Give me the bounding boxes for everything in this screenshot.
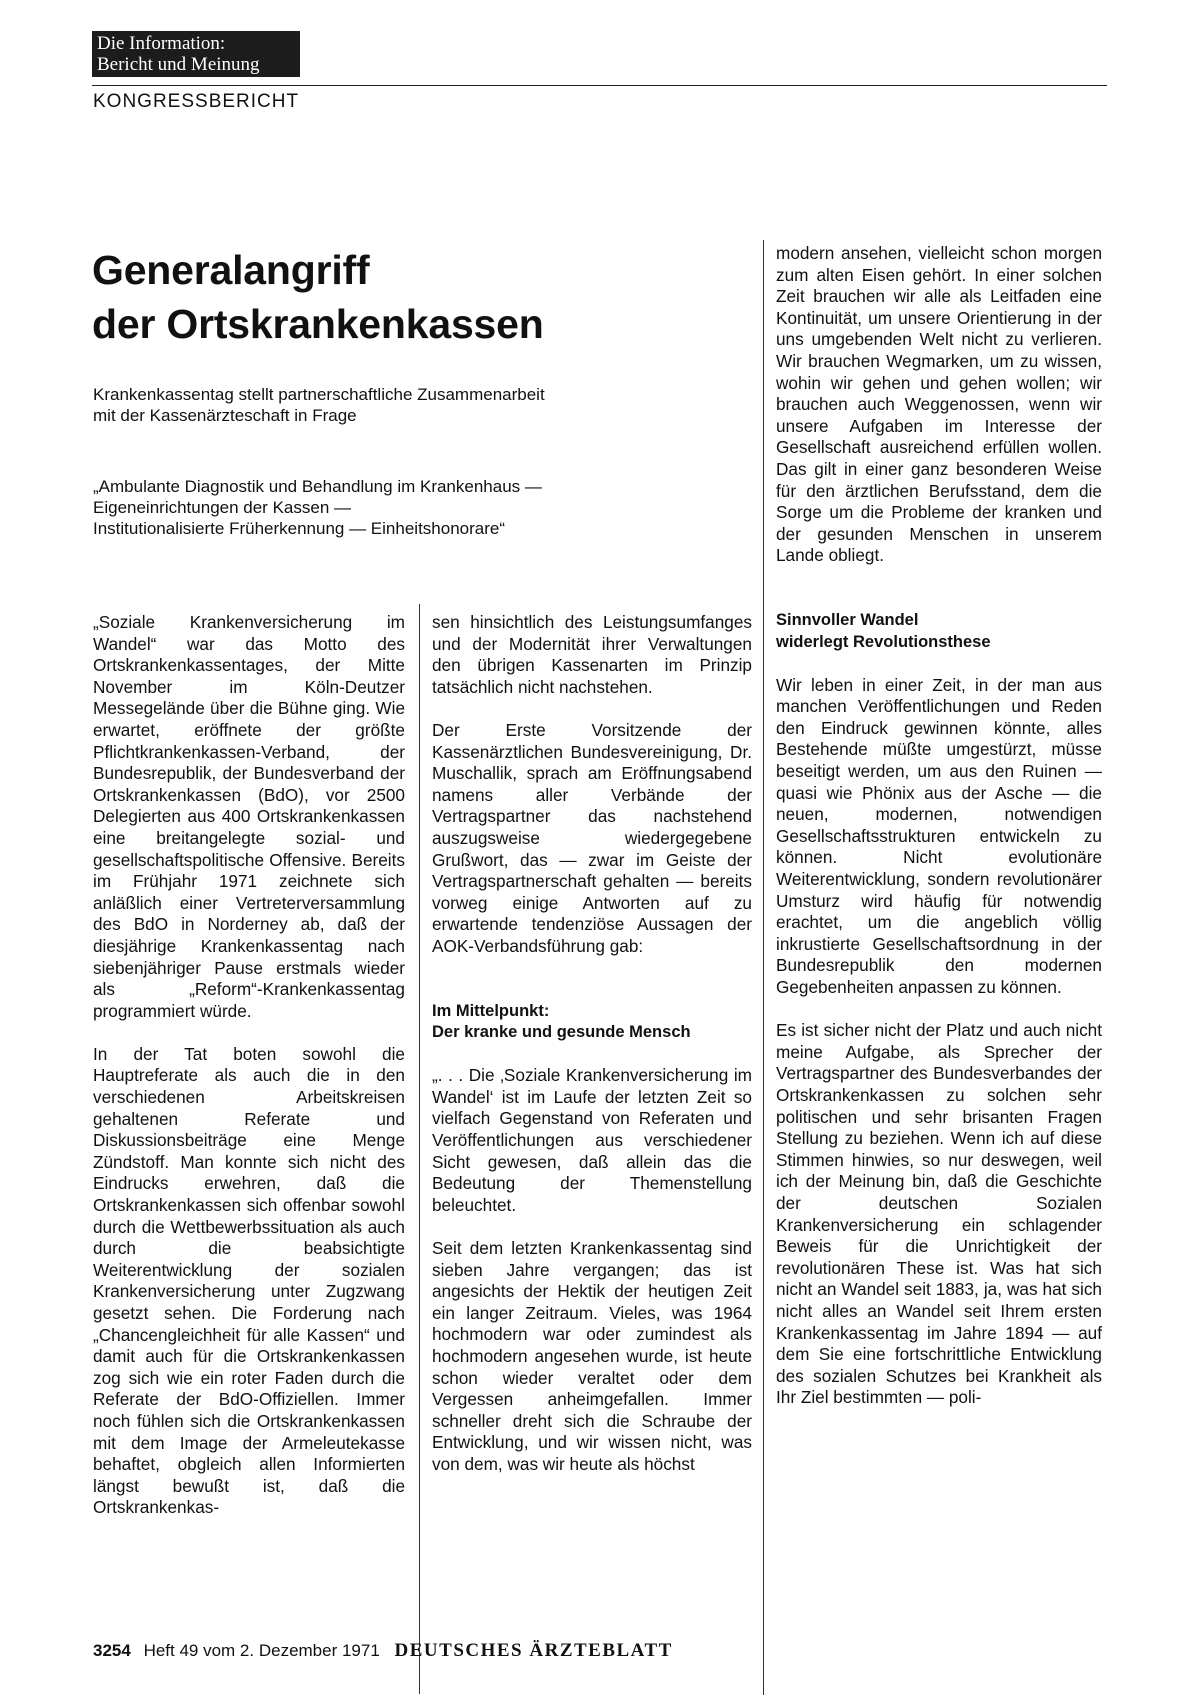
paragraph: In der Tat boten sowohl die Hauptreferate als auch die in den verschiedenen Arbeitskreisen gehaltenen Referate und Diskussionsbeiträge eine Menge Zündstoff. Man konnte sich nicht des Eindrucks erwehren, daß die Ortskrankenkassen sich offenbar sowohl durch die Wettbewerbssituation als auch durch die beabsichtigte Weiterentwicklung der sozialen Krankenversicherung unter Zugzwang gesetzt sehen. Die Forderung nach „Chancengleichheit für alle Kassen“ und damit auch für die Ortskrankenkassen zog sich wie ein roter Faden durch die Referate der BdO-Offiziellen. Immer noch fühlen sich die Ortskrankenkassen mit dem Image der Armeleutekasse behaftet, obgleich allen Informierten längst bewußt ist, daß die Ortskrankenkas-: [93, 1043, 405, 1518]
page-number: 3254: [93, 1641, 131, 1660]
paragraph: Es ist sicher nicht der Platz und auch nicht meine Aufgabe, als Sprecher der Vertragspartner des Bundesverbandes der Ortskrankenkassen zu solchen sehr politischen und sehr brisanten Fragen Stellung zu beziehen. Wenn ich auf diese Stimmen hinwies, so nur deswegen, weil ich der Meinung bin, daß die Geschichte der deutschen Sozialen Krankenversicherung ein schlagender Beweis für die Unrichtigkeit der revolutionären These ist. Was hat sich nicht an Wandel seit 1883, ja, was hat sich nicht alles an Wandel seit Ihrem ersten Krankenkassentag im Jahre 1894 — auf dem Sie eine fortschrittliche Entwicklung des sozialen Schutzes bei Krankheit als Ihr Ziel bestimmten — poli-: [776, 1020, 1102, 1408]
page-footer: [93, 1640, 673, 1662]
subtitle-line: mit der Kassenärzteschaft in Frage: [93, 406, 357, 425]
paragraph: Wir leben in einer Zeit, in der man aus manchen Veröffentlichungen und Reden den Eindruck gewinnen könnte, alles Bestehende müßte umgestürzt, müsse beseitigt werden, um aus den Ruinen — quasi wie Phönix aus der Asche — die neuen, modernen, notwendigen Gesellschaftsstrukturen entwickeln zu können. Nicht evolutionäre Weiterentwicklung, sondern revolutionärer Umsturz wird häufig für notwendig erachtet, um die angeblich völlig inkrustierte Gesellschaftsordnung in der Bundesrepublik den modernen Gegebenheiten anpassen zu können.: [776, 674, 1102, 997]
article-title-line-1: Generalangriff: [92, 247, 370, 293]
column-3: [776, 243, 1102, 1409]
subheading-line-1: Sinnvoller Wandel: [776, 610, 919, 629]
subheading-line-1: Im Mittelpunkt:: [432, 1001, 550, 1020]
paragraph: sen hinsichtlich des Leistungsumfanges und der Modernität ihrer Verwaltungen den übrigen Kassenarten im Prinzip tatsächlich nicht nachstehen.: [432, 612, 752, 697]
paragraph: „. . . Die ‚Soziale Krankenversicherung im Wandel‘ ist im Laufe der letzten Zeit so vielfach Gegenstand von Referaten und Veröffentlichungen aus verschiedener Sicht gewesen, daß allein das die Bedeutung der Themenstellung beleuchtet.: [432, 1065, 752, 1215]
column-divider: [763, 240, 764, 1695]
section-label: [92, 31, 300, 77]
article-title-line-2: der Ortskrankenkassen: [92, 301, 544, 347]
subheading: [432, 1001, 752, 1044]
column-divider: [419, 604, 420, 1694]
subheading-line-2: Der kranke und gesunde Mensch: [432, 1023, 691, 1042]
paragraph: modern ansehen, vielleicht schon morgen zum alten Eisen gehört. In einer solchen Zeit brauchen wir alle als Leitfaden eine Kontinuität, um unsere Orientierung in der uns umgebenden Welt nicht zu verlieren. Wir brauchen Wegmarken, um zu wissen, wohin wir gehen und gehen wollen; wir brauchen auch Weggenossen, wenn wir unsere Aufgaben im Interesse der Gesellschaft ausreichend erfüllen wollen. Das gilt in einer ganz besonderen Weise für den ärztlichen Berufsstand, dem die Sorge um die Probleme der kranken und der gesunden Menschen in unserem Lande obliegt.: [776, 243, 1102, 566]
subheading: [776, 610, 1102, 653]
paragraph: Seit dem letzten Krankenkassentag sind sieben Jahre vergangen; das ist angesichts der Hektik der heutigen Zeit ein langer Zeitraum. Vieles, was 1964 hochmodern war oder zumindest als hochmodern angesehen wurde, ist heute schon wieder veraltet oder dem Vergessen anheimgefallen. Immer schneller dreht sich die Schraube der Entwicklung, und wir wissen nicht, was von dem, was wir heute als höchst: [432, 1238, 752, 1474]
column-1: [93, 612, 405, 1519]
subtitle-line: Krankenkassentag stellt partnerschaftliche Zusammenarbeit: [93, 385, 545, 404]
magazine-name: DEUTSCHES ÄRZTEBLATT: [394, 1640, 673, 1661]
article-quote: [93, 476, 713, 539]
column-2: [432, 612, 752, 1476]
paragraph: Der Erste Vorsitzende der Kassenärztlichen Bundesvereinigung, Dr. Muschallik, sprach am Eröffnungsabend namens aller Verbände der Vertragspartner das nachstehend auszugsweise wiedergegebene Grußwort, das — zwar im Geiste der Vertragspartnerschaft gehalten — bereits vorweg einige Antworten auf zu erwartende tendenziöse Aussagen der AOK-Verbandsführung gab:: [432, 719, 752, 956]
article-title: [92, 243, 712, 351]
section-label-line-2: Bericht und Meinung: [97, 54, 260, 75]
paragraph: „Soziale Krankenversicherung im Wandel“ war das Motto des Ortskrankenkassentages, der Mitte November im Köln-Deutzer Messegelände über die Bühne ging. Wie erwartet, eröffnete der größte Pflichtkrankenkassen-Verband, der Bundesrepublik, der Bundesverband der Ortskrankenkassen (BdO), vor 2500 Delegierten aus 400 Ortskrankenkassen eine breitangelegte sozial- und gesellschaftspolitische Offensive. Bereits im Frühjahr 1971 zeichnete sich anläßlich einer Vertreterversammlung des BdO in Norderney ab, daß der diesjährige Krankenkassentag nach siebenjähriger Pause erstmals wieder als „Reform“-Krankenkassentag programmiert würde.: [93, 612, 405, 1021]
quote-line: Institutionalisierte Früherkennung — Einheitshonorare“: [93, 519, 506, 538]
section-label-line-1: Die Information:: [97, 33, 226, 54]
header-rule: [92, 85, 1107, 86]
subheading-line-2: widerlegt Revolutionsthese: [776, 632, 991, 651]
category-label: KONGRESSBERICHT: [93, 91, 300, 112]
issue-info: Heft 49 vom 2. Dezember 1971: [143, 1641, 380, 1660]
article-subtitle: [93, 384, 713, 426]
quote-line: „Ambulante Diagnostik und Behandlung im Krankenhaus —: [93, 477, 542, 496]
quote-line: Eigeneinrichtungen der Kassen —: [93, 498, 351, 517]
